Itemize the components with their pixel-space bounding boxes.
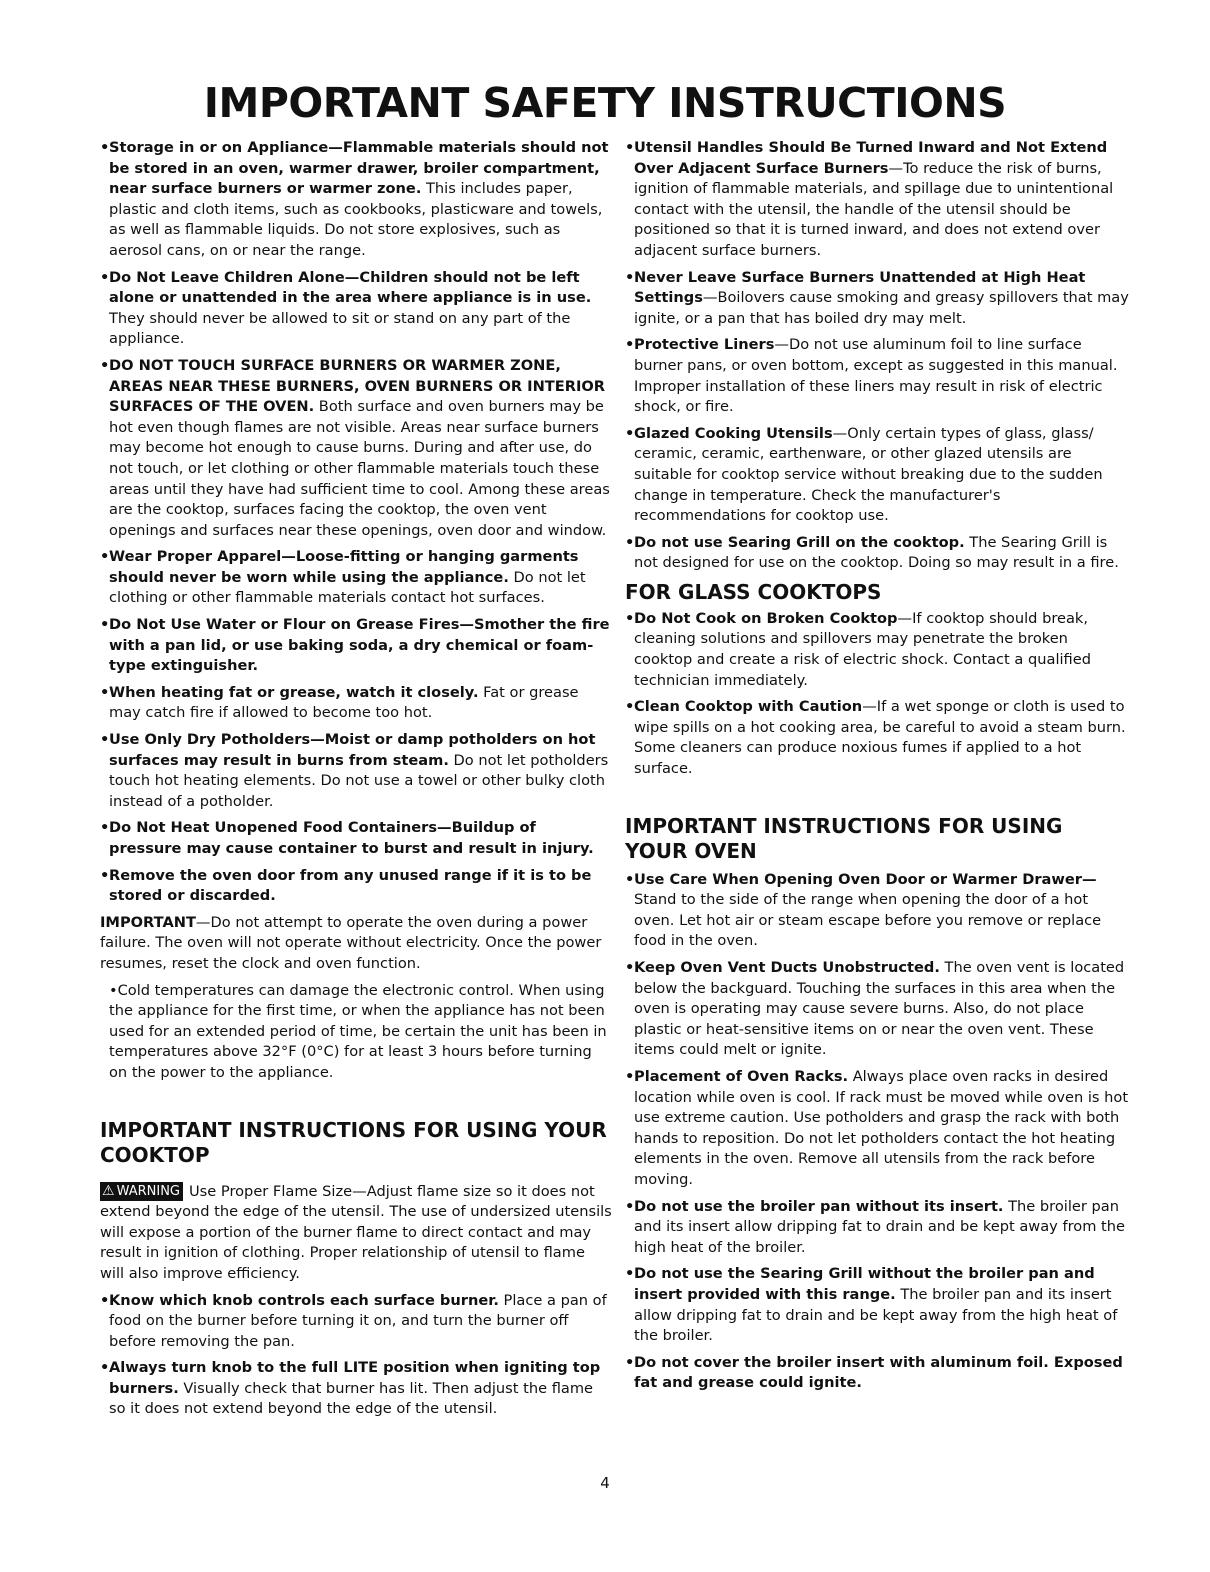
bullet: • xyxy=(100,1359,110,1377)
cooktop-heading: IMPORTANT INSTRUCTIONS FOR USING YOUR COOKTOP xyxy=(100,1117,607,1167)
item-bold: Do not use Searing Grill on the cooktop. xyxy=(634,533,965,551)
bullet: • xyxy=(100,819,110,837)
list-item xyxy=(625,609,1130,691)
item-text: —If cooktop should break, cleaning solutions and spillovers may penetrate the broken cooktop and create a risk of electric shock. Contact a qualified technician immediately. xyxy=(634,609,1091,689)
item-text: —Boilovers cause smoking and greasy spillovers that may ignite, or a pan that has boiled dry may melt. xyxy=(634,289,1129,327)
list-item xyxy=(625,958,1130,1061)
warning-badge xyxy=(100,1182,183,1201)
warning-paragraph xyxy=(100,1182,612,1285)
item-text: The broiler pan and its insert allow dripping fat to drain and be kept away from the high heat of the broiler. xyxy=(634,1197,1126,1256)
list-item xyxy=(625,1067,1130,1191)
oven-heading: IMPORTANT INSTRUCTIONS FOR USING YOUR OVEN xyxy=(625,813,1063,863)
left-column xyxy=(100,138,612,1426)
list-item xyxy=(100,138,612,262)
item-bold: Glazed Cooking Utensils xyxy=(634,424,833,442)
item-bold: Wear Proper Apparel—Loose-fitting or hanging garments should never be worn while using the appliance. xyxy=(109,548,579,586)
item-text: —To reduce the risk of burns, ignition of flammable materials, and spillage due to unintentional contact with the utensil, the handle of the utensil should be positioned so that it is turned inward, and does not extend over adjacent surface burners. xyxy=(634,159,1114,259)
item-bold: Do Not Use Water or Flour on Grease Fires—Smother the fire with a pan lid, or use baking soda, a dry chemical or foam-type extinguisher. xyxy=(109,616,610,675)
page-number: 4 xyxy=(600,1474,610,1492)
list-item xyxy=(625,268,1130,330)
important-note xyxy=(100,913,612,975)
item-text: Always place oven racks in desired location while oven is cool. If rack must be moved while oven is hot use extreme caution. Use potholders and grasp the rack with both hands to reposition. Do not let potholders contact the hot heating elements in the oven. Remove all utensils from the rack before moving. xyxy=(634,1067,1129,1188)
bullet: • xyxy=(109,981,118,999)
bullet: • xyxy=(100,1291,110,1309)
bullet: • xyxy=(100,683,110,701)
warning-icon: ⚠ xyxy=(102,1182,115,1199)
item-text: Both surface and oven burners may be hot even though flames are not visible. Areas near surface burners may become hot enough to cause burns. During and after use, do not touch, or let clothing or other flammable materials touch these areas until they have had sufficient time to cool. Among these areas are the cooktop, surfaces facing the cooktop, the oven vent openings and surfaces near these openings, oven door and window. xyxy=(109,398,610,539)
page-title: IMPORTANT SAFETY INSTRUCTIONS xyxy=(203,79,1007,127)
item-bold: Do not use the broiler pan without its insert. xyxy=(634,1197,1004,1215)
item-text: —If a wet sponge or cloth is used to wipe spills on a hot cooking area, be careful to avoid a steam burn. Some cleaners can produce noxious fumes if applied to a hot surface. xyxy=(634,698,1126,778)
item-text: The Searing Grill is not designed for use on the cooktop. Doing so may result in a fire. xyxy=(634,533,1119,572)
item-text: Stand to the side of the range when opening the door of a hot oven. Let hot air or steam escape before you remove or replace food in the oven. xyxy=(634,891,1102,950)
item-bold: Clean Cooktop with Caution xyxy=(634,698,863,716)
bullet: • xyxy=(100,548,110,566)
item-text: Do not let clothing or other flammable materials contact hot surfaces. xyxy=(109,568,586,607)
item-bold: Storage in or on Appliance—Flammable materials should not be stored in an oven, warmer drawer, broiler compartment, near surface burners or warmer zone. xyxy=(109,139,609,198)
item-text: They should never be allowed to sit or stand on any part of the appliance. xyxy=(109,309,571,348)
list-item xyxy=(100,866,612,907)
list-item xyxy=(100,730,612,812)
bullet: • xyxy=(625,1067,635,1085)
item-bold: Use Care When Opening Oven Door or Warmer Drawer— xyxy=(634,870,1097,888)
bullet: • xyxy=(100,731,110,749)
item-bold: Placement of Oven Racks. xyxy=(634,1067,849,1085)
bullet: • xyxy=(100,866,110,884)
right-column xyxy=(625,138,1130,1400)
glass-cooktops-heading: FOR GLASS COOKTOPS xyxy=(625,579,882,604)
bullet: • xyxy=(625,139,635,156)
item-text: This includes paper, plastic and cloth items, such as cookbooks, plasticware and towels, as well as flammable liquids. Do not store explosives, such as aerosol cans, on or near the range. xyxy=(109,180,603,259)
item-text: Place a pan of food on the burner before turning it on, and turn the burner off before removing the pan. xyxy=(109,1291,607,1350)
bullet: • xyxy=(625,1197,635,1215)
item-text: —Only certain types of glass, glass/ ceramic, ceramic, earthenware, or other glazed utensils are suitable for cooktop service without breaking due to the sudden change in temperature. Check the manufacturer's recommendations for cooktop use. xyxy=(634,424,1103,525)
item-bold: Utensil Handles Should Be Turned Inward and Not Extend Over Adjacent Surface Burners xyxy=(634,139,1108,177)
item-text: Visually check that burner has lit. Then adjust the flame so it does not extend beyond the edge of the utensil. xyxy=(109,1379,594,1418)
list-item xyxy=(625,1264,1130,1346)
item-text: —Do not use aluminum foil to line surface burner pans, or oven bottom, except as suggested in this manual. Improper installation of these liners may result in risk of electric shock, or fire. xyxy=(634,336,1118,416)
warning-text: Use Proper Flame Size—Adjust flame size so it does not extend beyond the edge of the utensil. The use of undersized utensils will expose a portion of the burner flame to direct contact and may result in ignition of clothing. Proper relationship of utensil to flame will also improve efficiency. xyxy=(100,1182,612,1282)
list-item xyxy=(625,138,1130,262)
bullet: • xyxy=(625,959,635,976)
bullet: • xyxy=(625,1353,635,1371)
list-item xyxy=(100,547,612,609)
list-item xyxy=(100,683,612,724)
item-bold: Protective Liners xyxy=(634,336,775,354)
list-item xyxy=(625,1353,1130,1394)
list-item xyxy=(100,268,612,350)
list-item xyxy=(100,1291,612,1353)
bullet: • xyxy=(625,870,635,888)
bullet: • xyxy=(625,268,635,286)
list-item xyxy=(625,424,1130,527)
item-text: Fat or grease may catch fire if allowed to become too hot. xyxy=(109,683,579,722)
item-bold: DO NOT TOUCH SURFACE BURNERS OR WARMER ZONE, AREAS NEAR THESE BURNERS, OVEN BURNERS OR INTERIOR SURFACES OF THE OVEN. xyxy=(109,356,606,416)
cold-note xyxy=(100,981,612,1084)
cold-text: Cold temperatures can damage the electronic control. When using the appliance for the first time, or when the appliance has not been used for an extended period of time, be certain the unit has been in temperatures above 32°F (0°C) for at least 3 hours before turning on the power to the appliance. xyxy=(109,981,607,1081)
bullet: • xyxy=(625,1265,635,1283)
item-bold: Always turn knob to the full LITE position when igniting top burners. xyxy=(109,1359,601,1397)
list-item xyxy=(625,533,1130,574)
bullet: • xyxy=(100,356,110,374)
item-text: The broiler pan and its insert allow dripping fat to drain and be kept away from the high heat of the broiler. xyxy=(634,1285,1118,1345)
item-bold: Do Not Cook on Broken Cooktop xyxy=(634,609,898,627)
item-bold: When heating fat or grease, watch it closely. xyxy=(109,683,479,701)
list-item xyxy=(625,697,1130,779)
bullet: • xyxy=(625,609,635,627)
bullet: • xyxy=(100,268,110,286)
bullet: • xyxy=(625,533,635,551)
list-item xyxy=(625,870,1130,952)
list-item xyxy=(100,1358,612,1420)
item-bold: Never Leave Surface Burners Unattended at High Heat Settings xyxy=(634,268,1086,307)
list-item xyxy=(625,335,1130,417)
item-bold: Do Not Leave Children Alone—Children should not be left alone or unattended in the area where appliance is in use. xyxy=(109,268,592,307)
item-bold: Use Only Dry Potholders—Moist or damp potholders on hot surfaces may result in burns from steam. xyxy=(109,731,596,769)
bullet: • xyxy=(100,139,110,156)
list-item xyxy=(100,356,612,541)
list-item xyxy=(625,1197,1130,1259)
item-bold: Do not cover the broiler insert with aluminum foil. Exposed fat and grease could ignite. xyxy=(634,1353,1123,1392)
list-item xyxy=(100,615,612,677)
important-label: IMPORTANT xyxy=(100,913,196,931)
bullet: • xyxy=(625,336,635,354)
warning-label: WARNING xyxy=(116,1183,180,1199)
item-bold: Know which knob controls each surface burner. xyxy=(109,1291,499,1309)
bullet: • xyxy=(100,616,110,634)
item-bold: Do not use the Searing Grill without the broiler pan and insert provided with this range. xyxy=(634,1265,1095,1303)
item-bold: Remove the oven door from any unused range if it is to be stored or discarded. xyxy=(109,866,592,905)
bullet: • xyxy=(625,424,635,442)
important-text: —Do not attempt to operate the oven during a power failure. The oven will not operate without electricity. Once the power resumes, reset the clock and oven function. xyxy=(100,913,602,972)
item-text: Do not let potholders touch hot heating elements. Do not use a towel or other bulky cloth instead of a potholder. xyxy=(109,751,609,810)
bullet: • xyxy=(625,698,635,716)
item-bold: Do Not Heat Unopened Food Containers—Buildup of pressure may cause container to burst and result in injury. xyxy=(109,819,594,857)
item-text: The oven vent is located below the backguard. Touching the surfaces in this area when the oven is operating may cause severe burns. Also, do not place plastic or heat-sensitive items on or near the oven vent. These items could melt or ignite. xyxy=(634,959,1125,1059)
item-bold: Keep Oven Vent Ducts Unobstructed. xyxy=(634,959,940,976)
list-item xyxy=(100,818,612,859)
